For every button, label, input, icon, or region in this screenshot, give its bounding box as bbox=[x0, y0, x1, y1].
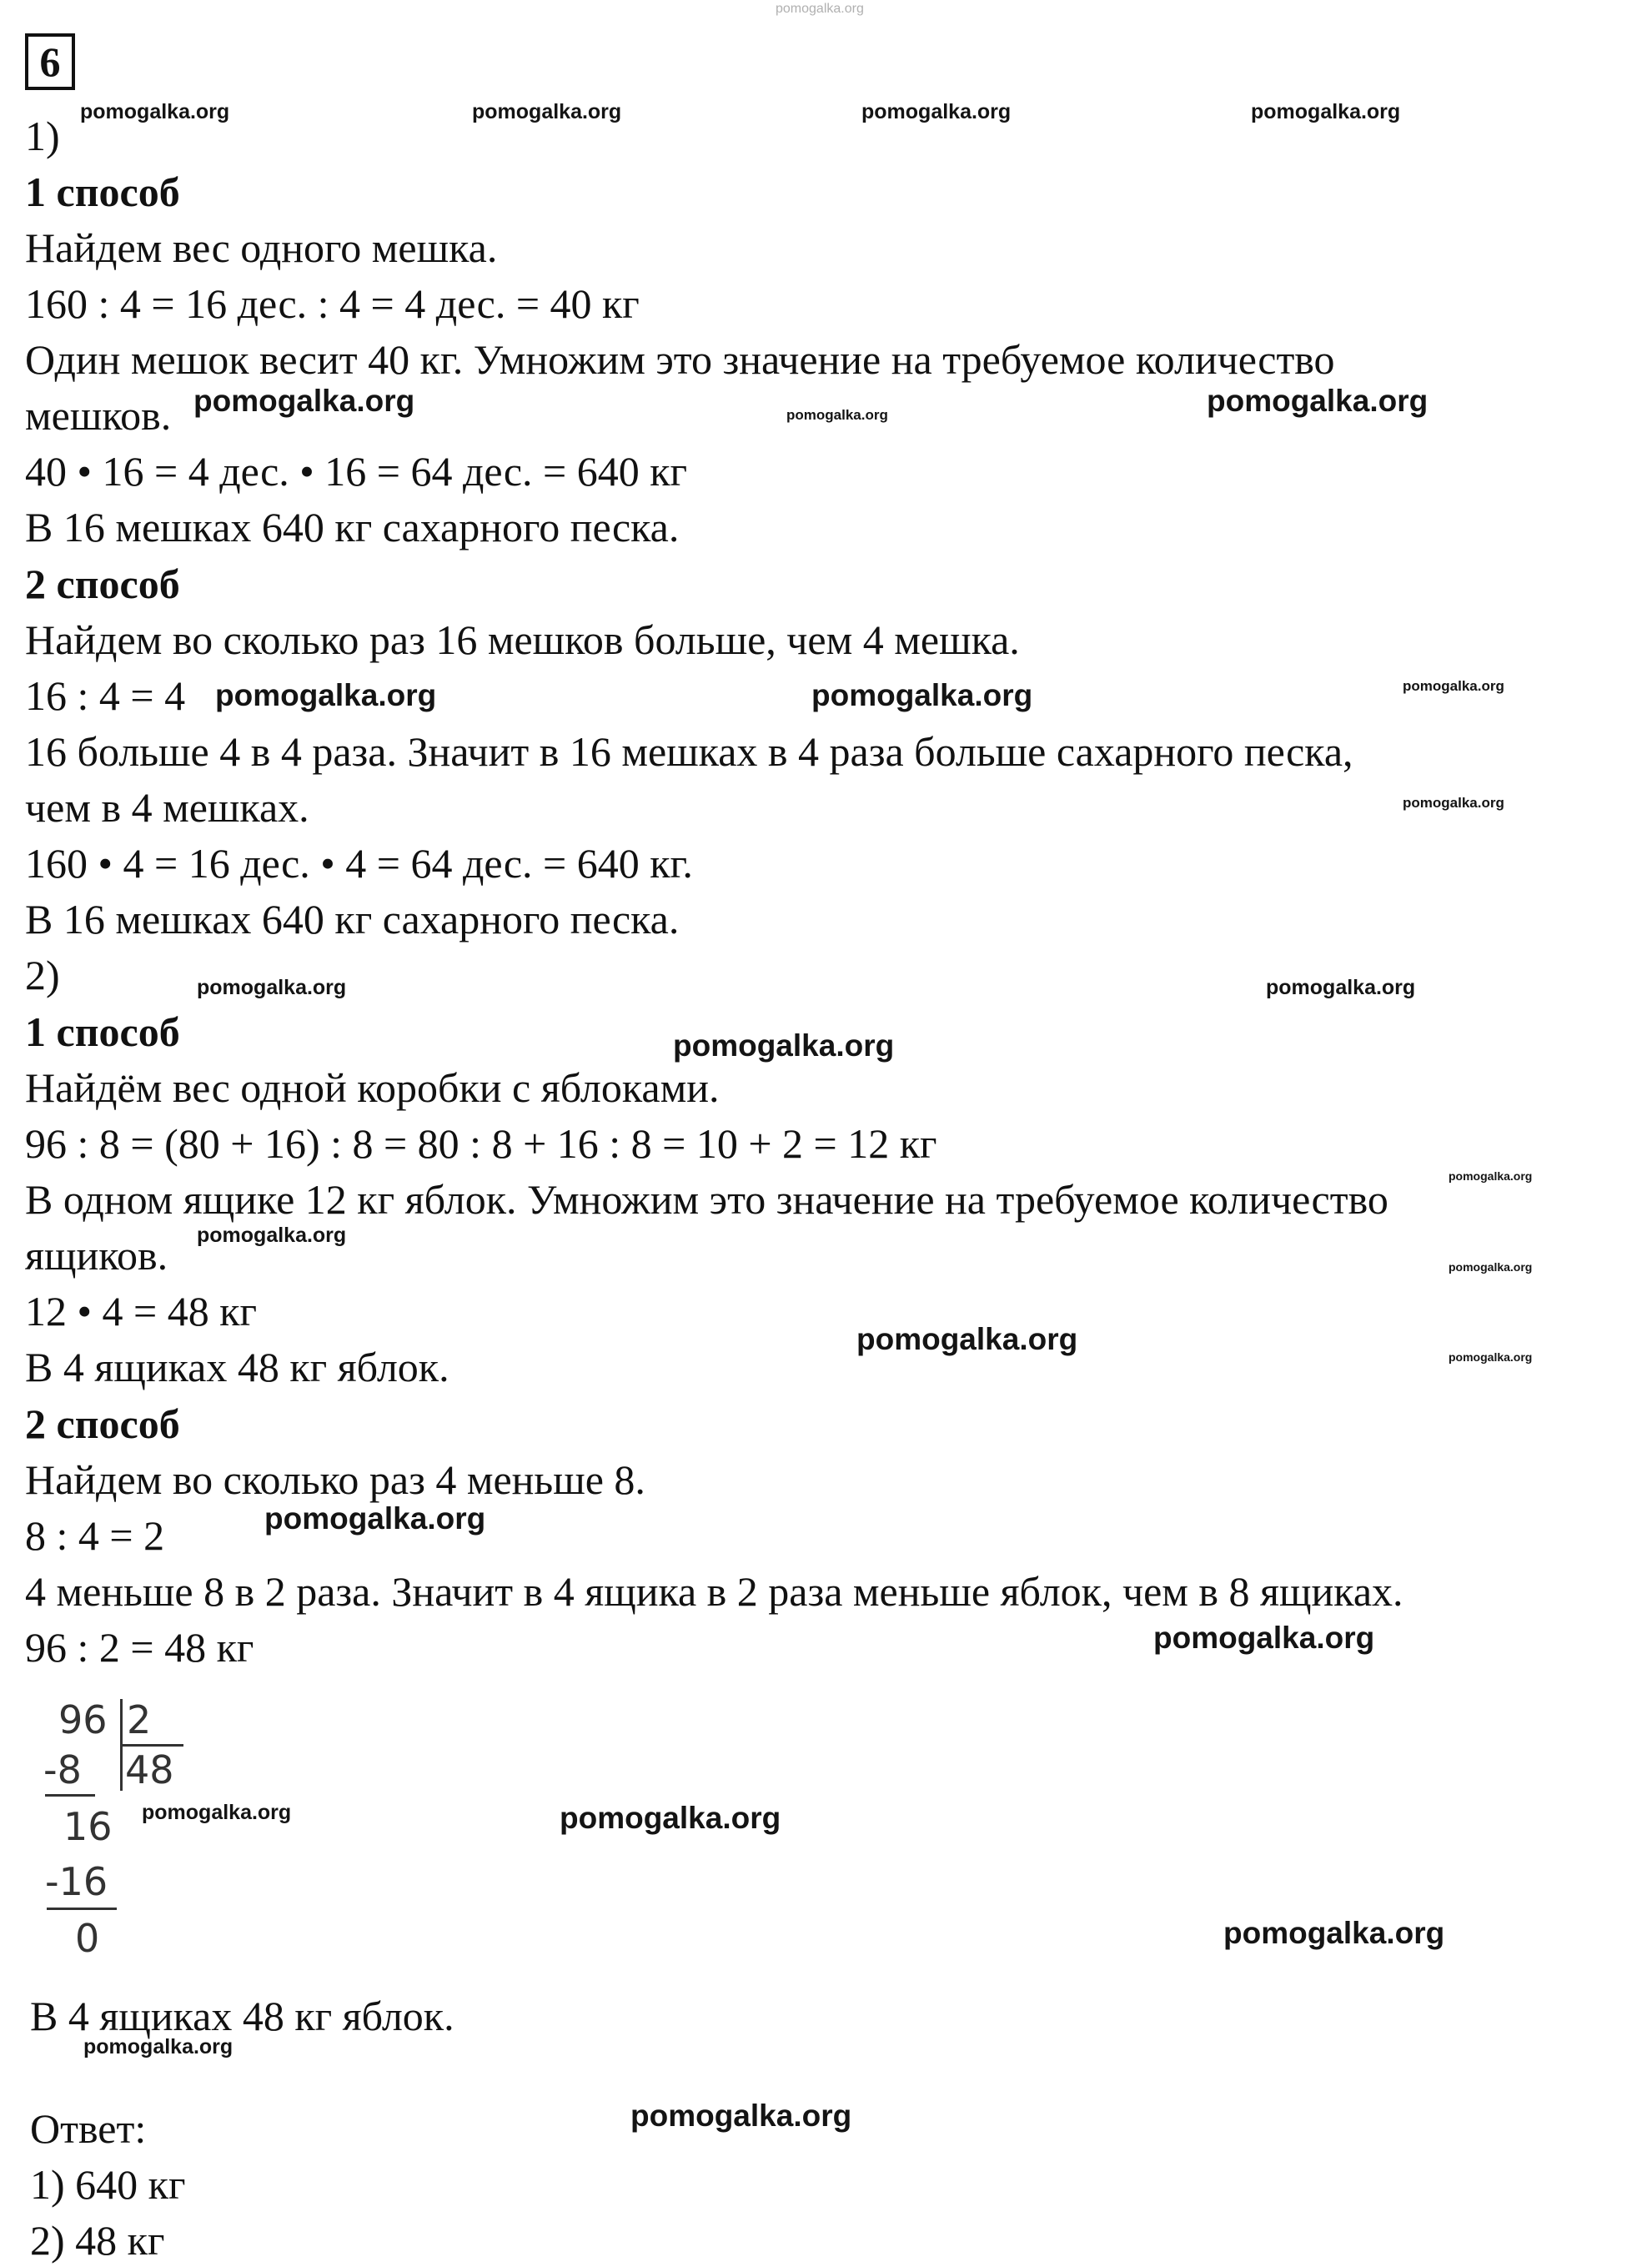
division-dividend: 96 bbox=[58, 1697, 108, 1742]
division-subtract-1: -8 bbox=[43, 1747, 82, 1792]
text-line: Найдём вес одной коробки с яблоками. bbox=[25, 1064, 720, 1111]
equation-line: 16 : 4 = 4 bbox=[25, 672, 186, 719]
text-line: ящиков. bbox=[25, 1232, 168, 1279]
text-line: В 4 ящиках 48 кг яблок. bbox=[25, 1344, 449, 1390]
watermark: pomogalka.org bbox=[215, 678, 437, 712]
watermark: pomogalka.org bbox=[1207, 384, 1429, 418]
text-line: В 16 мешках 640 кг сахарного песка. bbox=[25, 504, 680, 550]
part1-label: 1) bbox=[25, 113, 60, 159]
equation-line: 8 : 4 = 2 bbox=[25, 1512, 165, 1559]
watermark: pomogalka.org bbox=[197, 1224, 347, 1247]
text-line: 16 больше 4 в 4 раза. Значит в 16 мешках в 4 раза больше сахарного песка, bbox=[25, 728, 1353, 775]
equation-line: 96 : 8 = (80 + 16) : 8 = 80 : 8 + 16 : 8 = 10 + 2 = 12 кг bbox=[25, 1120, 937, 1167]
division-final-remainder: 0 bbox=[75, 1916, 100, 1961]
text-line: В 16 мешках 640 кг сахарного песка. bbox=[25, 896, 680, 942]
watermark: pomogalka.org bbox=[472, 100, 622, 123]
watermark-top: pomogalka.org bbox=[776, 2, 864, 16]
part1-method1-heading: 1 способ bbox=[25, 168, 180, 215]
watermark: pomogalka.org bbox=[197, 976, 347, 999]
watermark: pomogalka.org bbox=[1223, 1916, 1445, 1950]
watermark: pomogalka.org bbox=[630, 2099, 852, 2133]
task-number: 6 bbox=[25, 33, 75, 90]
watermark: pomogalka.org bbox=[264, 1501, 486, 1536]
watermark: pomogalka.org bbox=[856, 1322, 1078, 1356]
part1-method2-heading: 2 способ bbox=[25, 560, 180, 607]
watermark: pomogalka.org bbox=[811, 678, 1033, 712]
watermark: pomogalka.org bbox=[1153, 1621, 1375, 1655]
text-line: В одном ящике 12 кг яблок. Умножим это значение на требуемое количество bbox=[25, 1176, 1388, 1223]
equation-line: 160 : 4 = 16 дес. : 4 = 4 дес. = 40 кг bbox=[25, 280, 640, 327]
watermark: pomogalka.org bbox=[1449, 1260, 1533, 1274]
division-line-2 bbox=[47, 1908, 117, 1910]
part2-method2-heading: 2 способ bbox=[25, 1400, 180, 1447]
division-quotient: 48 bbox=[125, 1747, 174, 1792]
watermark: pomogalka.org bbox=[673, 1028, 895, 1063]
division-line-1 bbox=[45, 1794, 95, 1797]
text-line: В 4 ящиках 48 кг яблок. bbox=[30, 1993, 454, 2039]
watermark: pomogalka.org bbox=[1449, 1169, 1533, 1183]
watermark: pomogalka.org bbox=[560, 1801, 781, 1835]
watermark: pomogalka.org bbox=[1251, 100, 1401, 123]
answer-heading: Ответ: bbox=[30, 2105, 147, 2152]
equation-line: 12 • 4 = 48 кг bbox=[25, 1288, 258, 1335]
text-line: мешков. bbox=[25, 392, 172, 439]
division-divisor-bar bbox=[120, 1744, 183, 1747]
watermark: pomogalka.org bbox=[80, 100, 230, 123]
watermark: pomogalka.org bbox=[1403, 795, 1504, 811]
watermark: pomogalka.org bbox=[861, 100, 1012, 123]
division-subtract-2: -16 bbox=[45, 1859, 108, 1904]
equation-line: 40 • 16 = 4 дес. • 16 = 64 дес. = 640 кг bbox=[25, 448, 688, 495]
watermark: pomogalka.org bbox=[83, 2035, 233, 2058]
watermark: pomogalka.org bbox=[1403, 678, 1504, 694]
watermark: pomogalka.org bbox=[786, 407, 888, 423]
answer-line: 1) 640 кг bbox=[30, 2161, 186, 2208]
part2-label: 2) bbox=[25, 952, 60, 998]
equation-line: 96 : 2 = 48 кг bbox=[25, 1624, 254, 1671]
text-line: Найдем во сколько раз 4 меньше 8. bbox=[25, 1456, 645, 1503]
long-division bbox=[33, 1697, 217, 1981]
part2-method1-heading: 1 способ bbox=[25, 1008, 180, 1055]
watermark: pomogalka.org bbox=[1449, 1350, 1533, 1364]
text-line: Один мешок весит 40 кг. Умножим это значение на требуемое количество bbox=[25, 336, 1335, 383]
text-line: Найдем вес одного мешка. bbox=[25, 224, 498, 271]
division-remainder-1: 16 bbox=[63, 1804, 113, 1849]
watermark: pomogalka.org bbox=[1266, 976, 1416, 999]
watermark: pomogalka.org bbox=[193, 384, 415, 418]
answer-line: 2) 48 кг bbox=[30, 2217, 165, 2264]
text-line: чем в 4 мешках. bbox=[25, 784, 309, 831]
equation-line: 160 • 4 = 16 дес. • 4 = 64 дес. = 640 кг. bbox=[25, 840, 693, 887]
text-line: Найдем во сколько раз 16 мешков больше, чем 4 мешка. bbox=[25, 616, 1020, 663]
watermark: pomogalka.org bbox=[142, 1801, 292, 1824]
division-divisor: 2 bbox=[127, 1697, 152, 1742]
text-line: 4 меньше 8 в 2 раза. Значит в 4 ящика в 2 раза меньше яблок, чем в 8 ящиках. bbox=[25, 1568, 1403, 1615]
